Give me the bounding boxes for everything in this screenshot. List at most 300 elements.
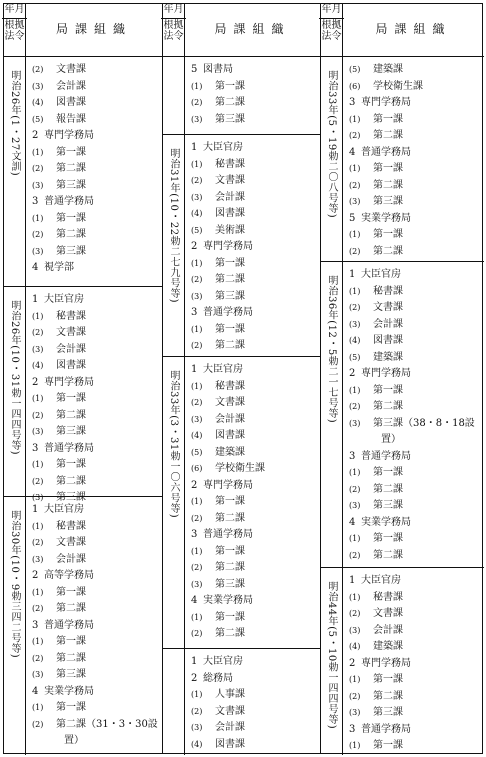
era-cell xyxy=(4,496,26,755)
item-number: (1) xyxy=(191,612,203,622)
office-list xyxy=(187,62,318,128)
item-name: 第一課 xyxy=(373,163,403,174)
item-number: (1) xyxy=(349,534,361,543)
item-number: (5) xyxy=(32,114,44,124)
item-number: 4 xyxy=(349,516,356,528)
item-name: 美術課 xyxy=(215,224,245,236)
item-number: 2 xyxy=(349,368,356,379)
section-item xyxy=(345,705,482,722)
item-name: 第二課 xyxy=(373,130,403,141)
item-number: (3) xyxy=(349,418,361,428)
item-name: 第二課 xyxy=(373,245,403,257)
section-item xyxy=(28,474,160,491)
item-number: (2) xyxy=(349,303,361,312)
era-header xyxy=(163,4,185,56)
item-name: 第三課 xyxy=(56,669,86,680)
section-item xyxy=(187,322,318,339)
section-item xyxy=(345,178,482,195)
section-item xyxy=(28,325,160,342)
item-number: (5) xyxy=(349,65,361,74)
column-1 xyxy=(4,4,163,753)
section-item xyxy=(345,161,482,178)
item-name: 学校衛生課 xyxy=(215,463,265,474)
item-name: 第一課 xyxy=(56,702,86,713)
section-item xyxy=(28,733,160,750)
era-cell xyxy=(163,356,185,648)
item-number: (2) xyxy=(191,706,203,716)
item-number: (2) xyxy=(32,164,44,173)
item-name: 普通学務局 xyxy=(203,529,253,540)
item-name: 図書局 xyxy=(203,64,233,75)
item-name: 第二課 xyxy=(215,97,245,108)
office-list xyxy=(345,573,482,755)
item-name: 図書課 xyxy=(215,738,245,750)
bureau-item xyxy=(187,593,318,610)
section-item xyxy=(28,700,160,717)
section-item xyxy=(345,689,482,706)
item-number: (3) xyxy=(191,114,203,124)
section-item xyxy=(28,424,160,441)
item-name: 文書課 xyxy=(215,175,245,186)
item-name: 文書課 xyxy=(215,397,245,408)
item-name: 大臣官房 xyxy=(361,269,401,280)
item-number: (1) xyxy=(349,286,361,296)
item-number: (3) xyxy=(32,670,44,679)
bureau-item xyxy=(28,292,160,309)
section-item xyxy=(187,720,318,737)
bureau-item xyxy=(28,128,160,145)
item-name: 第一課 xyxy=(56,393,86,404)
section-item xyxy=(345,465,482,482)
section-item xyxy=(345,350,482,367)
item-number: (2) xyxy=(191,176,203,185)
item-name: 普通学務局 xyxy=(44,442,94,454)
bureau-item xyxy=(345,449,482,466)
section-item xyxy=(28,112,160,129)
item-number: (1) xyxy=(349,675,361,684)
item-number: (3) xyxy=(191,291,203,301)
section-item xyxy=(28,178,160,195)
item-number: 4 xyxy=(349,146,356,158)
item-name: 大臣官房 xyxy=(203,656,243,667)
bureau-item xyxy=(187,671,318,688)
item-name: 第二課 xyxy=(215,340,245,351)
section-item xyxy=(28,358,160,375)
era-cell xyxy=(321,56,343,261)
section-item xyxy=(187,445,318,462)
column-header xyxy=(4,4,162,57)
item-number: 2 xyxy=(191,241,198,252)
item-number: (4) xyxy=(191,739,203,749)
section-item xyxy=(187,223,318,240)
section-item xyxy=(28,552,160,569)
item-name: 第一課 xyxy=(215,545,245,557)
section-item xyxy=(187,687,318,704)
item-name: 第一課 xyxy=(215,80,245,92)
item-number: 2 xyxy=(32,376,39,388)
item-number: 2 xyxy=(32,570,39,581)
section-item xyxy=(28,408,160,425)
item-name: 建築課 xyxy=(373,351,403,363)
item-name: 図書課 xyxy=(373,335,403,346)
item-number: 2 xyxy=(191,672,198,684)
bureau-item xyxy=(187,305,318,322)
item-name: 第一課 xyxy=(373,533,403,544)
section-item xyxy=(345,639,482,656)
item-number: (1) xyxy=(191,81,203,91)
section-item xyxy=(187,412,318,429)
item-number: 3 xyxy=(349,97,356,108)
bureau-item xyxy=(187,140,318,157)
section-item xyxy=(345,112,482,129)
era-label: 明治36年(12・5勅二一七号等) xyxy=(326,275,337,424)
section-item xyxy=(345,590,482,607)
section-item xyxy=(187,428,318,445)
section-item xyxy=(187,511,318,528)
bureau-item xyxy=(28,375,160,392)
column-header xyxy=(163,4,320,57)
bureau-item xyxy=(345,573,482,590)
item-name: 第二課 xyxy=(373,179,403,191)
section-item xyxy=(28,309,160,326)
item-name: 会計課 xyxy=(373,318,403,330)
era-block xyxy=(4,496,162,755)
section-item xyxy=(28,457,160,474)
section-item xyxy=(345,416,482,433)
era-label: 明治44年(5・10勅一四四号等) xyxy=(326,581,337,730)
item-number: (2) xyxy=(349,180,361,190)
section-item xyxy=(187,626,318,643)
section-item xyxy=(345,244,482,261)
item-name: 第一課 xyxy=(215,323,245,335)
item-name: 第一課 xyxy=(56,146,86,158)
item-number: (3) xyxy=(32,427,44,436)
section-item xyxy=(187,95,318,112)
item-name: 普通学務局 xyxy=(203,307,253,318)
item-name: 図書課 xyxy=(215,430,245,441)
section-item xyxy=(187,544,318,561)
bureau-item xyxy=(345,722,482,739)
item-number: 3 xyxy=(191,307,198,318)
item-number: (4) xyxy=(349,642,361,651)
item-name: 文書課 xyxy=(215,705,245,717)
item-name: 置） xyxy=(64,735,84,746)
item-number: 4 xyxy=(32,685,39,697)
item-name: 第二課 xyxy=(373,483,403,495)
section-item xyxy=(28,651,160,668)
item-name: 実業学務局 xyxy=(203,595,253,606)
item-name: 第三課 xyxy=(215,290,245,302)
item-name: 秘書課 xyxy=(215,380,245,392)
section-item xyxy=(28,342,160,359)
era-header-top: 年月 xyxy=(161,4,186,19)
item-number: (1) xyxy=(349,468,361,477)
item-name: 学校衛生課 xyxy=(373,80,423,92)
item-name: 第一課 xyxy=(56,212,86,224)
item-number: 3 xyxy=(32,196,39,207)
item-number: 4 xyxy=(32,262,39,273)
item-name: 第一課 xyxy=(373,229,403,240)
section-item xyxy=(345,672,482,689)
item-number: (6) xyxy=(191,464,203,473)
bureau-item xyxy=(28,194,160,211)
column-title: 局課組織 xyxy=(375,22,452,36)
section-item xyxy=(28,667,160,684)
item-name: 第三課 xyxy=(373,500,403,511)
section-item xyxy=(28,244,160,261)
section-item xyxy=(345,548,482,565)
section-item xyxy=(187,704,318,721)
item-number: (2) xyxy=(32,604,44,613)
section-item xyxy=(345,399,482,416)
section-item xyxy=(187,494,318,511)
item-number: (1) xyxy=(191,546,203,556)
item-number: 2 xyxy=(191,479,198,491)
item-number: (3) xyxy=(32,554,44,564)
bureau-item xyxy=(345,366,482,383)
item-number: (2) xyxy=(349,402,361,411)
item-name: 実業学務局 xyxy=(44,685,94,697)
item-name: 会計課 xyxy=(215,722,245,733)
item-name: 図書課 xyxy=(56,97,86,108)
era-header-bottom: 根拠法令 xyxy=(321,20,342,42)
era-block xyxy=(163,356,320,649)
item-name: 第二課 xyxy=(56,652,86,664)
section-item xyxy=(187,173,318,190)
section-item xyxy=(187,190,318,207)
item-name: 専門学務局 xyxy=(44,130,94,141)
section-item xyxy=(187,256,318,273)
era-label: 明治33年(3・31勅一〇六号等) xyxy=(168,370,179,519)
item-number: (2) xyxy=(191,563,203,572)
item-number: (1) xyxy=(191,258,203,268)
item-name: 大臣官房 xyxy=(203,142,243,153)
item-number: 5 xyxy=(349,212,356,224)
item-name: 文書課 xyxy=(373,302,403,313)
item-number: (1) xyxy=(32,147,44,157)
section-item xyxy=(345,482,482,499)
item-number: 3 xyxy=(349,723,356,735)
era-label: 明治26年(10・31勅一四四号等) xyxy=(9,300,20,455)
era-label: 明治33年(5・19勅二〇八号等) xyxy=(326,70,337,219)
section-item xyxy=(28,634,160,651)
era-cell xyxy=(4,56,26,286)
item-number: 1 xyxy=(191,142,198,153)
section-item xyxy=(28,95,160,112)
bureau-item xyxy=(28,502,160,519)
item-number: (3) xyxy=(32,493,44,502)
item-number: 1 xyxy=(349,575,356,586)
section-item xyxy=(345,623,482,640)
item-name: 文書課 xyxy=(56,537,86,548)
item-number: (1) xyxy=(191,497,203,506)
item-number: (1) xyxy=(349,741,361,750)
section-item xyxy=(28,519,160,536)
item-number: 3 xyxy=(349,450,356,462)
item-number: (1) xyxy=(349,230,361,239)
era-cell xyxy=(163,648,185,755)
item-name: 第二課 xyxy=(215,628,245,639)
item-number: 2 xyxy=(349,657,356,669)
item-name: 専門学務局 xyxy=(203,479,253,491)
item-name: 秘書課 xyxy=(373,591,403,603)
item-number: 2 xyxy=(32,130,39,141)
item-name: 置） xyxy=(381,434,401,445)
era-cell xyxy=(163,134,185,356)
item-name: 第一課 xyxy=(56,586,86,598)
section-item xyxy=(187,338,318,355)
office-list xyxy=(28,62,160,277)
item-name: 建築課 xyxy=(215,446,245,458)
item-number: (2) xyxy=(191,398,203,407)
era-cell xyxy=(163,56,185,134)
item-number: (3) xyxy=(191,579,203,589)
item-name: 会計課 xyxy=(215,413,245,425)
item-name: 視学部 xyxy=(44,262,74,273)
item-name: 第三課 xyxy=(56,426,86,437)
bureau-item xyxy=(345,515,482,532)
item-number: (2) xyxy=(32,538,44,547)
item-number: (2) xyxy=(32,719,44,729)
item-name: 第二課 xyxy=(215,562,245,573)
era-header xyxy=(321,4,343,56)
item-number: (2) xyxy=(32,230,44,239)
item-number: 3 xyxy=(32,442,39,454)
item-name: 第一課 xyxy=(373,384,403,396)
bureau-item xyxy=(187,62,318,79)
section-item xyxy=(187,560,318,577)
section-item xyxy=(345,300,482,317)
item-number: 3 xyxy=(32,619,39,631)
section-item xyxy=(28,227,160,244)
item-name: 専門学務局 xyxy=(361,368,411,379)
item-name: 第二課 xyxy=(373,401,403,412)
item-number: (2) xyxy=(349,131,361,140)
item-number: (2) xyxy=(191,98,203,107)
item-name: 第一課 xyxy=(373,467,403,478)
section-item xyxy=(28,585,160,602)
office-list xyxy=(187,140,318,355)
item-name: 普通学務局 xyxy=(361,723,411,735)
section-item xyxy=(345,284,482,301)
item-number: (3) xyxy=(349,625,361,635)
org-table xyxy=(3,3,483,754)
section-item xyxy=(28,601,160,618)
item-name: 大臣官房 xyxy=(44,294,84,305)
item-number: (1) xyxy=(191,690,203,699)
item-name: 図書課 xyxy=(215,208,245,219)
item-number: (2) xyxy=(191,275,203,284)
era-header-bottom: 根拠法令 xyxy=(163,20,184,42)
item-number: (1) xyxy=(191,324,203,334)
section-item xyxy=(345,317,482,334)
item-number: (3) xyxy=(32,81,44,91)
item-name: 会計課 xyxy=(215,191,245,203)
office-list xyxy=(187,362,318,643)
item-number: (3) xyxy=(32,344,44,354)
item-number: (3) xyxy=(349,197,361,206)
item-name: 第一課 xyxy=(56,636,86,647)
column-title: 局課組織 xyxy=(55,22,132,36)
column-title: 局課組織 xyxy=(214,22,291,36)
section-item xyxy=(345,531,482,548)
item-number: (1) xyxy=(349,385,361,395)
era-block xyxy=(321,261,484,568)
era-cell xyxy=(321,567,343,755)
item-number: (1) xyxy=(349,592,361,602)
item-number: (5) xyxy=(191,447,203,457)
item-name: 会計課 xyxy=(373,624,403,636)
item-number: (1) xyxy=(32,213,44,223)
bureau-item xyxy=(28,441,160,458)
section-item xyxy=(187,610,318,627)
item-number: (2) xyxy=(349,691,361,701)
item-name: 建築課 xyxy=(373,641,403,652)
item-number: (3) xyxy=(32,180,44,190)
item-number: (3) xyxy=(349,501,361,510)
column-3 xyxy=(321,4,484,753)
item-name: 第二課 xyxy=(373,690,403,702)
item-name: 秘書課 xyxy=(215,158,245,170)
section-item xyxy=(187,577,318,594)
item-name: 第三課 xyxy=(56,492,86,503)
item-number: (2) xyxy=(191,513,203,523)
item-number: (4) xyxy=(191,209,203,218)
item-number: (4) xyxy=(32,361,44,370)
item-name: 第三課 xyxy=(215,113,245,125)
section-item xyxy=(28,391,160,408)
era-block xyxy=(163,134,320,357)
item-name: 第二課 xyxy=(215,512,245,524)
item-number: (2) xyxy=(349,609,361,618)
item-number: (2) xyxy=(32,476,44,486)
item-number: (1) xyxy=(191,381,203,391)
item-number: (1) xyxy=(32,394,44,403)
bureau-item xyxy=(28,568,160,585)
item-number: (2) xyxy=(32,410,44,420)
section-item xyxy=(345,333,482,350)
column-2 xyxy=(163,4,321,753)
item-name: 第一課 xyxy=(373,113,403,125)
bureau-item xyxy=(345,95,482,112)
era-label: 明治26年(1・27文訓) xyxy=(9,70,20,177)
section-item xyxy=(187,289,318,306)
office-list xyxy=(28,292,160,507)
item-number: 1 xyxy=(32,504,39,515)
item-number: (3) xyxy=(191,192,203,202)
item-number: 1 xyxy=(32,294,39,305)
section-item xyxy=(187,737,318,754)
item-name: 会計課 xyxy=(56,80,86,92)
item-name: 専門学務局 xyxy=(361,97,411,108)
item-number: (2) xyxy=(191,629,203,638)
item-name: 人事課 xyxy=(215,689,245,700)
item-name: 実業学務局 xyxy=(361,516,411,528)
section-item xyxy=(345,62,482,79)
item-name: 文書課 xyxy=(56,64,86,75)
item-name: 第二課 xyxy=(56,229,86,240)
item-name: 第一課 xyxy=(215,611,245,623)
item-name: 第一課 xyxy=(373,740,403,751)
section-item xyxy=(28,717,160,734)
item-name: 第三課 xyxy=(56,245,86,257)
item-number: (1) xyxy=(32,587,44,597)
item-number: (2) xyxy=(349,550,361,560)
item-number: 5 xyxy=(191,64,198,75)
item-number: (5) xyxy=(191,225,203,235)
item-name: 総務局 xyxy=(203,672,233,684)
section-item xyxy=(187,379,318,396)
